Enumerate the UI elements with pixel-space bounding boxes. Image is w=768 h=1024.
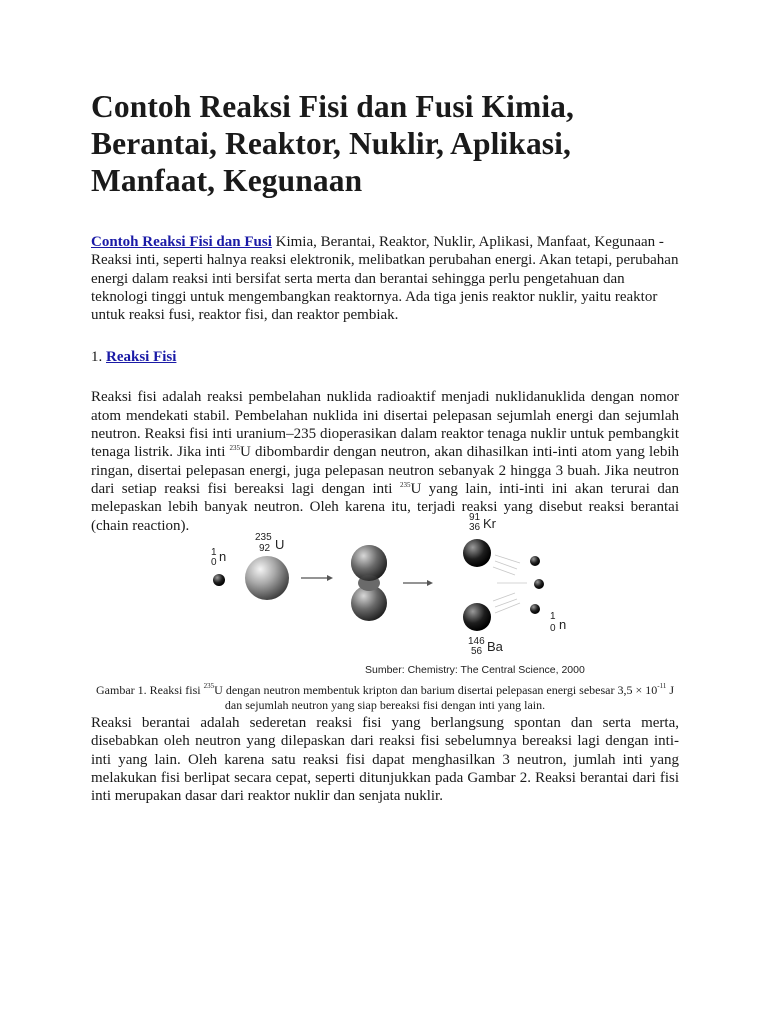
caption-text-3: J dan sejumlah neutron yang siap bereaksi fisi dengan inti yang lain. — [224, 683, 674, 712]
svg-text:U: U — [275, 537, 285, 552]
svg-text:0: 0 — [211, 557, 217, 568]
svg-text:91: 91 — [469, 512, 481, 523]
barium-label — [468, 636, 504, 657]
reaksi-fisi-link[interactable]: Reaksi Fisi — [106, 349, 177, 366]
svg-text:0: 0 — [550, 623, 556, 634]
fission-text-1: Reaksi fisi adalah reaksi pembelahan nuklida radioaktif menjadi nuklidanuklida dengan nomor atom mendekati stabil. Pembelahan nuklida ini disertai pelepasan sejumlah energi dan sejumlah neutron. Reaksi fisi inti uranium–235 dioperasikan dalam reaktor tenaga nuklir untuk pembangkit tenaga listrik. Jika inti — [91, 389, 679, 461]
svg-text:235: 235 — [255, 532, 272, 543]
section-heading-reaksi-fisi — [91, 348, 679, 366]
superscript-235: 235 — [399, 480, 411, 489]
superscript-exponent: -11 — [657, 682, 667, 690]
fission-text-2: U dibombardir dengan neutron, akan dihasilkan inti-inti atom yang lebih ringan, disertai pelepasan energi, juga pelepasan neutron sebanyak 2 hingga 3 buah. Jika neutron dari setiap reaksi fisi bereaksi lagi dengan inti — [91, 444, 680, 497]
neutron-icon — [530, 604, 540, 614]
intro-link[interactable]: Contoh Reaksi Fisi dan Fusi — [91, 234, 272, 250]
svg-text:n: n — [219, 549, 227, 564]
motion-lines — [493, 555, 527, 613]
neutron-icon — [530, 556, 540, 566]
svg-text:1: 1 — [211, 547, 217, 558]
deformed-nucleus-icon — [351, 545, 387, 621]
krypton-label — [469, 512, 497, 533]
krypton-nucleus-icon — [463, 539, 491, 567]
chain-reaction-paragraph: Reaksi berantai adalah sederetan reaksi fisi yang berlangsung spontan dan serta merta, disebabkan oleh neutron yang dilepaskan dari reaksi fisi sebelumnya bereaksi lagi dengan inti-inti yang lain. Oleh karena satu reaksi fisi dapat menghasilkan 3 neutron, jumlah inti yang melakukan fisi berlipat secara cepat, seperti ditunjukkan pada Gambar 2. Reaksi berantai dari fisi inti merupakan dasar dari reaktor nuklir dan senjata nuklir. — [91, 715, 679, 805]
intro-text: Kimia, Berantai, Reaktor, Nuklir, Aplikasi, Manfaat, Kegunaan - Reaksi inti, seperti halnya reaksi elektronik, melibatkan perubahan energi. Akan tetapi, perubahan energi dalam reaksi inti bersifat serta merta dan berantai sehingga perlu pengetahuan dan teknologi tinggi untuk mengembangkan reaktornya. Ada tiga jenis reaktor nuklir, yaitu reaktor untuk reaksi fusi, reaktor fisi, dan reaktor pembiak. — [91, 234, 679, 324]
figure-caption — [91, 683, 679, 713]
neutron-label — [211, 547, 226, 568]
superscript-235: 235 — [203, 682, 215, 690]
fission-diagram — [175, 505, 595, 683]
svg-text:1: 1 — [550, 611, 556, 622]
caption-text-1: Gambar 1. Reaksi fisi — [96, 683, 204, 697]
figure-source: Sumber: Chemistry: The Central Science, 2000 — [365, 664, 585, 676]
uranium-nucleus-icon — [245, 556, 289, 600]
svg-text:146: 146 — [468, 636, 485, 647]
caption-text-2: U dengan neutron membentuk kripton dan barium disertai pelepasan energi sebesar 3,5 × 10 — [214, 683, 658, 697]
svg-text:56: 56 — [471, 646, 483, 657]
arrow-right-icon — [403, 580, 433, 586]
barium-nucleus-icon — [463, 603, 491, 631]
svg-text:92: 92 — [259, 543, 271, 554]
page-title: Contoh Reaksi Fisi dan Fusi Kimia, Berantai, Reaktor, Nuklir, Aplikasi, Manfaat, Kegunaan — [91, 89, 574, 198]
section-number: 1. — [91, 349, 106, 366]
neutron-icon — [534, 579, 544, 589]
intro-paragraph — [91, 233, 679, 324]
uranium-label — [255, 532, 284, 554]
neutron-icon — [213, 574, 225, 586]
svg-text:Ba: Ba — [487, 639, 503, 654]
svg-text:36: 36 — [469, 522, 481, 533]
document-page — [91, 88, 679, 535]
svg-text:Kr: Kr — [483, 516, 496, 531]
arrow-right-icon — [301, 575, 333, 581]
superscript-235: 235 — [229, 444, 241, 453]
svg-text:n: n — [559, 617, 567, 632]
emitted-neutron-label — [550, 611, 566, 634]
fission-text-3: U yang lain, inti-inti ini akan terurai dan melepaskan lebih banyak neutron. Oleh karena itu, terjadi reaksi yang disebut reaksi berantai (chain reaction). — [91, 480, 679, 534]
